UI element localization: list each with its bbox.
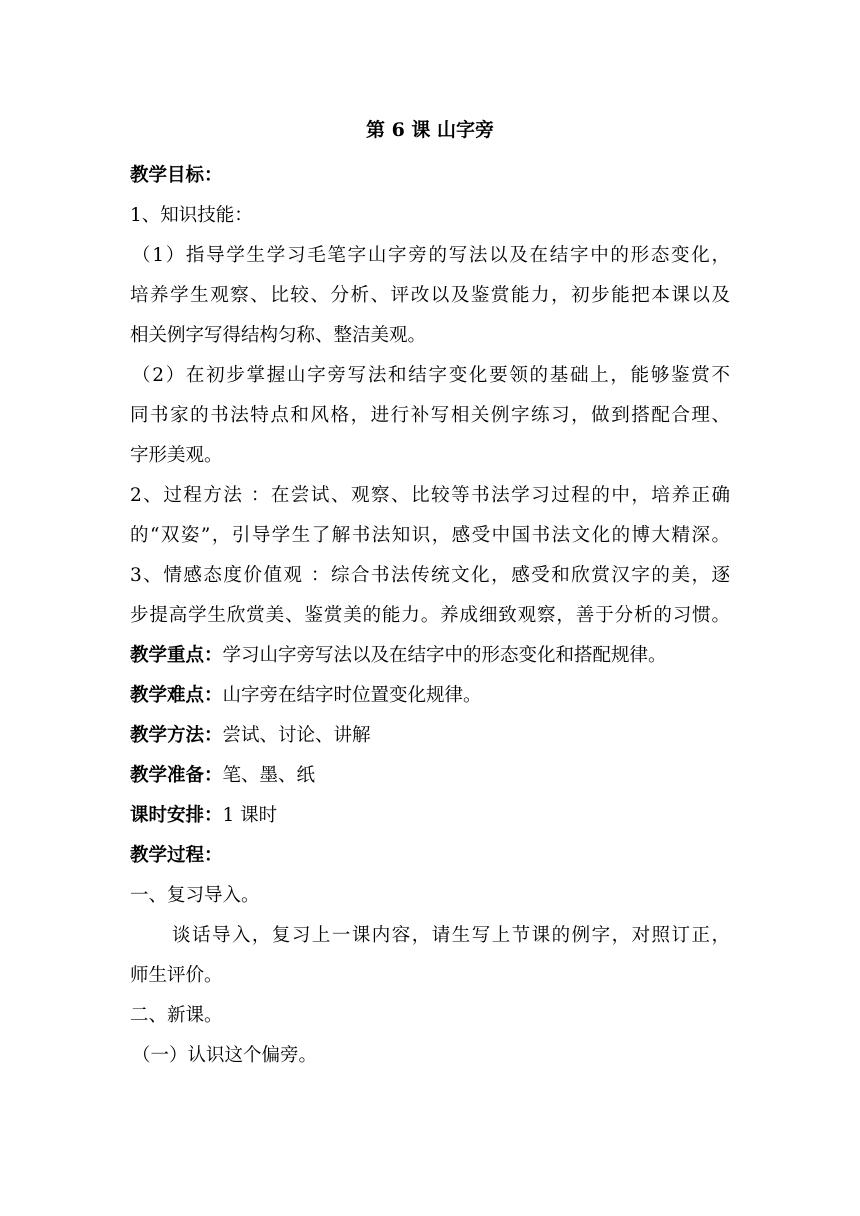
knowledge-item-1-line-3: 相关例字写得结构匀称、整洁美观。 bbox=[130, 325, 427, 346]
step-1-line-1: 谈话导入，复习上一课内容，请生写上节课的例字，对照订正， bbox=[172, 925, 730, 946]
step-2-heading: 二、新课。 bbox=[130, 1005, 223, 1026]
knowledge-item-1-line-1: （1）指导学生学习毛笔字山字旁的写法以及在结字中的形态变化， bbox=[132, 245, 730, 266]
process-line-1: 2、过程方法 ：在尝试、观察、比较等书法学习过程的中，培养正确 bbox=[130, 485, 730, 506]
keypoint-row bbox=[130, 636, 730, 676]
schedule-text: 1 课时 bbox=[222, 805, 278, 826]
prep-label: 教学准备： bbox=[130, 765, 223, 786]
knowledge-item-1-line-2: 培养学生观察、比较、分析、评改以及鉴赏能力，初步能把本课以及 bbox=[130, 285, 730, 306]
method-row bbox=[130, 716, 730, 756]
knowledge-item-2-line-2: 同书家的书法特点和风格，进行补写相关例字练习，做到搭配合理、 bbox=[130, 405, 730, 426]
difficulty-label: 教学难点： bbox=[130, 685, 223, 706]
keypoint-text: 学习山字旁写法以及在结字中的形态变化和搭配规律。 bbox=[222, 645, 667, 666]
difficulty-text: 山字旁在结字时位置变化规律。 bbox=[222, 685, 482, 706]
knowledge-item-2-line-3: 字形美观。 bbox=[130, 445, 223, 466]
knowledge-heading: 1、知识技能： bbox=[130, 205, 253, 226]
document-body bbox=[130, 156, 730, 1076]
prep-row bbox=[130, 756, 730, 796]
lesson-title: 第 6 课 山字旁 bbox=[365, 119, 495, 141]
emotion-line-1: 3、情感态度价值观 ：综合书法传统文化，感受和欣赏汉字的美，逐 bbox=[130, 565, 730, 586]
prep-text: 笔、墨、纸 bbox=[222, 765, 316, 786]
knowledge-item-2-line-1: （2）在初步掌握山字旁写法和结字变化要领的基础上，能够鉴赏不 bbox=[132, 365, 730, 386]
method-text: 尝试、讨论、讲解 bbox=[222, 725, 371, 746]
step-2-subheading: （一）认识这个偏旁。 bbox=[132, 1045, 318, 1066]
method-label: 教学方法： bbox=[130, 725, 223, 746]
step-1-line-2: 师生评价。 bbox=[130, 965, 223, 986]
objectives-heading: 教学目标： bbox=[130, 165, 223, 186]
schedule-label: 课时安排： bbox=[130, 805, 223, 826]
emotion-line-2: 步提高学生欣赏美、鉴赏美的能力。养成细致观察，善于分析的习惯。 bbox=[130, 605, 730, 626]
schedule-row bbox=[130, 796, 730, 836]
procedure-heading: 教学过程： bbox=[130, 845, 223, 866]
difficulty-row bbox=[130, 676, 730, 716]
process-line-2: 的“双姿”，引导学生了解书法知识，感受中国书法文化的博大精深。 bbox=[130, 525, 730, 546]
keypoint-label: 教学重点： bbox=[130, 645, 223, 666]
step-1-heading: 一、复习导入。 bbox=[130, 885, 260, 906]
